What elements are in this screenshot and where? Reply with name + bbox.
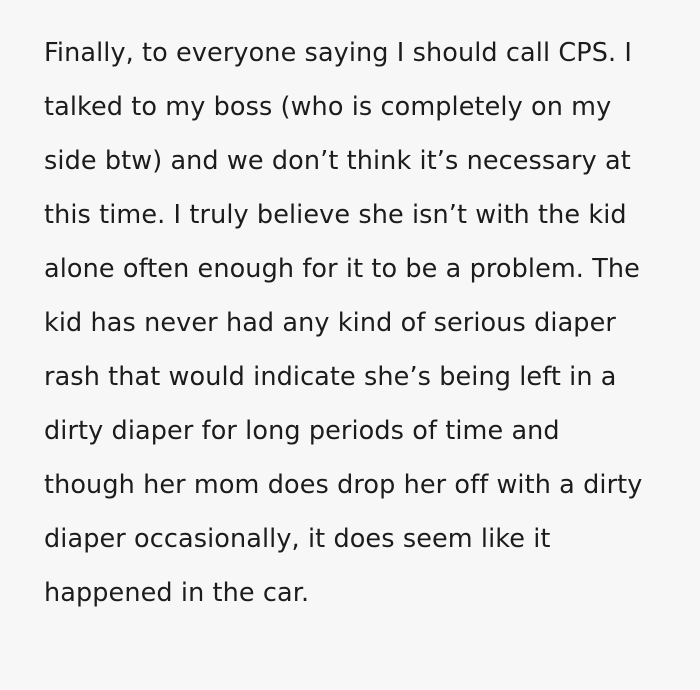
post-body-text: Finally, to everyone saying I should call CPS. I talked to my boss (who is completely on my side btw) and we don’t think it’s necessary at this time. I truly believe she isn’t with the kid alone often enough for it to be a problem. The kid has never had any kind of serious diaper rash that would indicate she’s being left in a dirty diaper for long periods of time and though her mom does drop her off with a dirty diaper occasionally, it does seem like it happened in the car. [44,38,651,608]
